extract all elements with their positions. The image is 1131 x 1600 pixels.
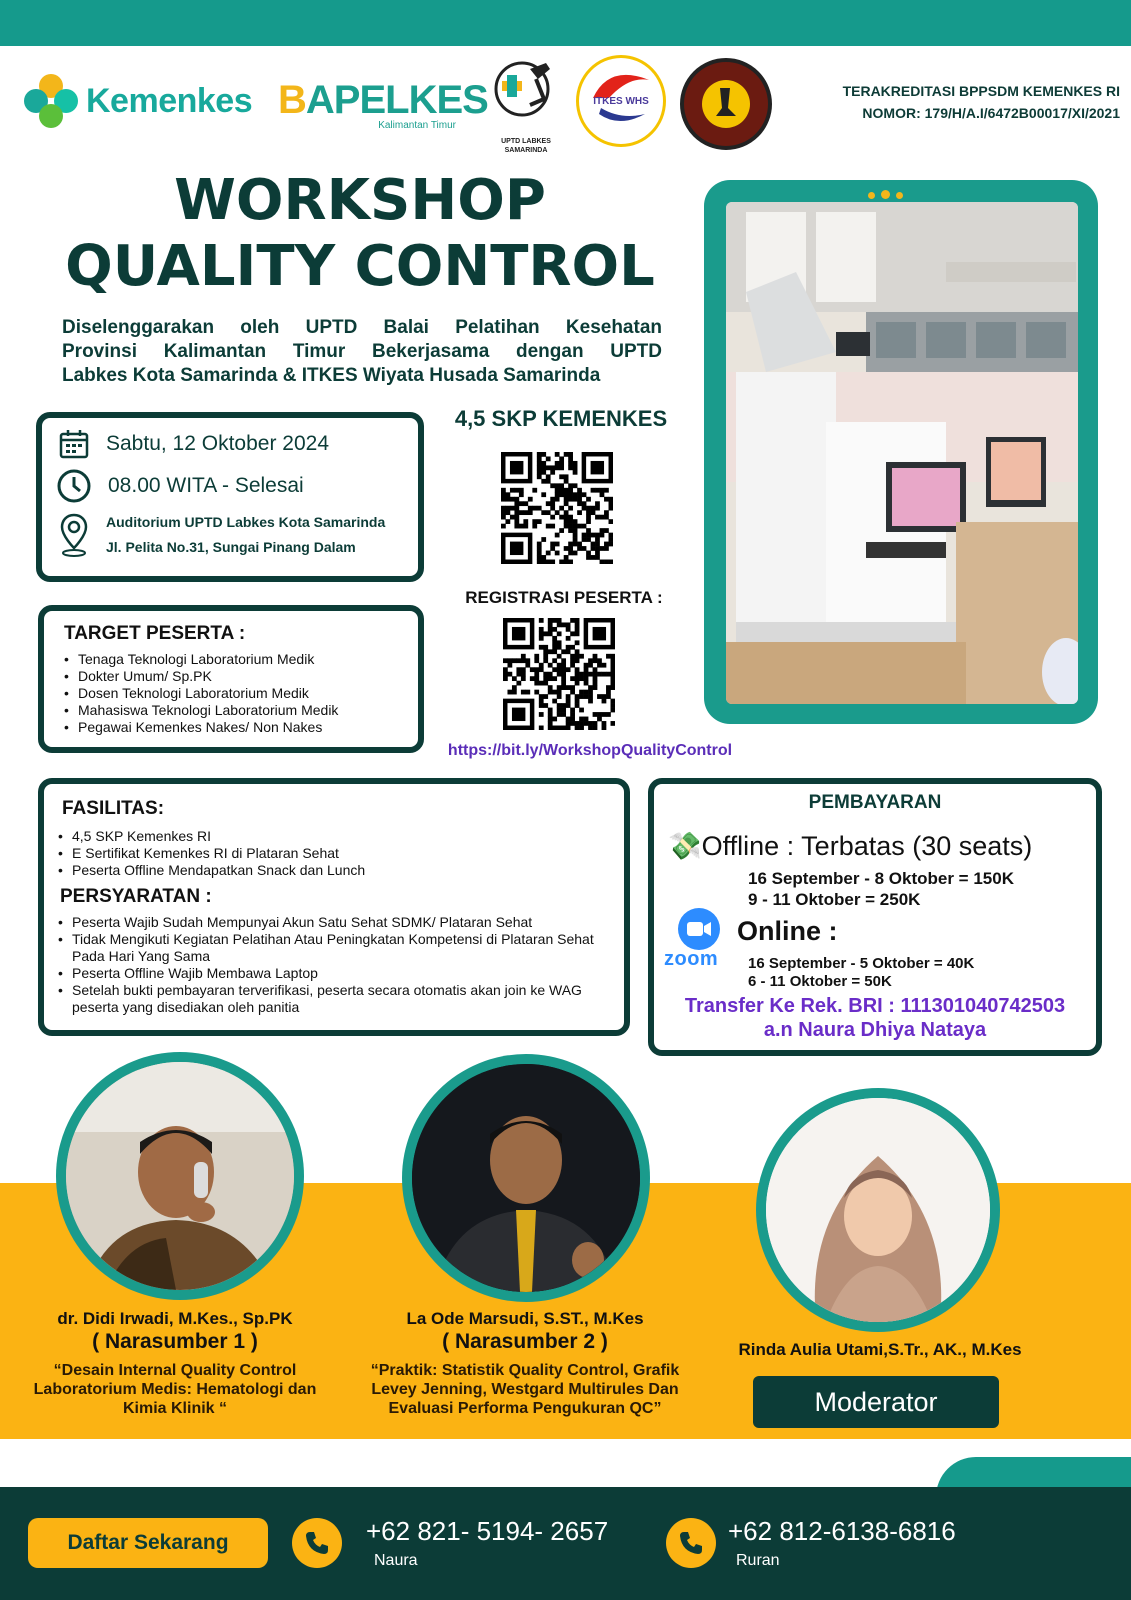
title-line-1: WORKSHOP: [174, 168, 546, 233]
kemenkes-logo-mark: [24, 74, 78, 128]
list-item: • Peserta Offline Mendapatkan Snack dan Lunch: [56, 862, 616, 879]
speaker-2-topic: [355, 1361, 695, 1418]
moderator-photo: [766, 1098, 990, 1322]
lab-photo-image: [726, 202, 1078, 704]
facilities-heading: FASILITAS:: [62, 798, 165, 819]
event-time-row: [56, 468, 304, 504]
photo-frame-dots: [868, 186, 928, 196]
payment-offline: 💸Offline : Terbatas (30 seats): [668, 831, 1033, 861]
accreditation-line-2: NOMOR: 179/H/A.I/6472B00017/XI/2021: [862, 105, 1120, 121]
list-item: • Mahasiswa Teknologi Laboratorium Medik: [62, 702, 412, 719]
speaker-2-role: ( Narasumber 2 ): [442, 1330, 608, 1353]
speaker-2-topic-line: Evaluasi Performa Pengukuran QC”: [388, 1400, 662, 1417]
registration-qr-code[interactable]: [503, 618, 615, 730]
page-title: [40, 168, 680, 300]
list-item: • Setelah bukti pembayaran terverifikasi, peserta secara otomatis akan join ke WAG peserta yang disediakan oleh panitia: [56, 982, 622, 1016]
speaker-1-name: dr. Didi Irwadi, M.Kes., Sp.PK: [57, 1309, 293, 1328]
clock-icon: [56, 468, 92, 504]
online-price-1: 16 September - 5 Oktober = 40K: [748, 955, 975, 972]
list-item: • Dokter Umum/ Sp.PK: [62, 668, 412, 685]
organizer-line-2: Provinsi Kalimantan Timur Bekerjasama dengan UPTD: [62, 341, 662, 362]
list-item: • Peserta Offline Wajib Membawa Laptop: [56, 965, 622, 982]
kemenkes-logo-text: Kemenkes: [86, 81, 253, 120]
labkes-logo-caption: UPTD LABKES SAMARINDA: [501, 138, 551, 154]
contact-name-2: Ruran: [736, 1552, 780, 1569]
bapelkes-logo-sub: Kalimantan Timur: [378, 120, 456, 131]
moderator-name: Rinda Aulia Utami,S.Tr., AK., M.Kes: [738, 1340, 1022, 1359]
event-info-box: [36, 412, 424, 582]
list-item: • E Sertifikat Kemenkes RI di Plataran Sehat: [56, 845, 616, 862]
title-line-2: QUALITY CONTROL: [65, 234, 655, 299]
target-participants-box: [38, 605, 424, 753]
facilities-list: [56, 828, 616, 879]
event-date: Sabtu, 12 Oktober 2024: [106, 432, 329, 455]
organizer-line-3: Labkes Kota Samarinda & ITKES Wiyata Husada Samarinda: [62, 365, 601, 386]
payment-online: Online :: [737, 916, 838, 946]
speaker-1-topic-line: “Desain Internal Quality Control: [53, 1362, 297, 1379]
calendar-icon: [56, 426, 92, 462]
list-item: • Peserta Wajib Sudah Mempunyai Akun Satu Sehat SDMK/ Plataran Sehat: [56, 914, 622, 931]
zoom-label: zoom: [664, 948, 719, 970]
skp-title: 4,5 SKP KEMENKES: [454, 406, 668, 431]
facilities-box: [38, 778, 630, 1036]
offline-price-2: 9 - 11 Oktober = 250K: [748, 890, 921, 909]
list-item: • 4,5 SKP Kemenkes RI: [56, 828, 616, 845]
qr-pattern: [501, 452, 613, 564]
accreditation-text: [780, 80, 1120, 124]
organizer-line-1: Diselenggarakan oleh UPTD Balai Pelatihan Kesehatan: [62, 317, 662, 338]
phone-icon[interactable]: [666, 1518, 716, 1568]
bapelkes-logo-prefix: B: [278, 78, 306, 122]
payment-heading: PEMBAYARAN: [808, 792, 942, 813]
speaker-1-topic: [10, 1361, 340, 1418]
contact-phone-1[interactable]: +62 821- 5194- 2657: [366, 1516, 609, 1546]
itkes-logo: [576, 55, 666, 147]
register-now-button[interactable]: Daftar Sekarang: [28, 1518, 268, 1568]
transfer-account: Transfer Ke Rek. BRI : 111301040742503: [684, 995, 1066, 1017]
offline-price-1: 16 September - 8 Oktober = 150K: [748, 869, 1014, 888]
speaker-1-role: ( Narasumber 1 ): [92, 1330, 258, 1353]
transfer-account-name: a.n Naura Dhiya Nataya: [763, 1019, 987, 1041]
list-item: • Pegawai Kemenkes Nakes/ Non Nakes: [62, 719, 412, 736]
speaker-1-photo: [66, 1062, 294, 1290]
top-strip: [0, 0, 1131, 46]
registration-title: REGISTRASI PESERTA :: [465, 588, 663, 607]
transfer-info: [648, 994, 1102, 1042]
online-price-2: 6 - 11 Oktober = 50K: [748, 973, 892, 990]
bapelkes-logo: [278, 78, 488, 140]
requirements-list: [56, 914, 622, 1016]
target-list: [62, 651, 412, 736]
phone-icon[interactable]: [292, 1518, 342, 1568]
list-item: • Tenaga Teknologi Laboratorium Medik: [62, 651, 412, 668]
requirements-heading: PERSYARATAN :: [60, 886, 212, 907]
target-heading: TARGET PESERTA :: [64, 623, 246, 644]
registration-link[interactable]: https://bit.ly/WorkshopQualityControl: [447, 742, 733, 759]
contact-name-1: Naura: [374, 1552, 418, 1569]
microscope-icon: [490, 55, 562, 127]
hmj-logo: [680, 58, 772, 150]
speaker-2-topic-line: Levey Jenning, Westgard Multirules Dan: [371, 1381, 679, 1398]
list-item: • Dosen Teknologi Laboratorium Medik: [62, 685, 412, 702]
event-address: Jl. Pelita No.31, Sungai Pinang Dalam: [106, 539, 356, 555]
qr-pattern: [503, 618, 615, 730]
event-time: 08.00 WITA - Selesai: [108, 474, 304, 497]
event-date-row: [56, 426, 329, 462]
hmj-microscope-icon: [696, 74, 756, 134]
speaker-2-topic-line: “Praktik: Statistik Quality Control, Grafik: [370, 1362, 680, 1379]
location-pin-icon: [56, 511, 92, 559]
speaker-2-name: La Ode Marsudi, S.ST., M.Kes: [406, 1309, 644, 1328]
zoom-icon: [678, 908, 720, 950]
speaker-1-topic-line: Kimia Klinik “: [122, 1400, 228, 1417]
organizer-text: [62, 316, 662, 388]
event-location-row: [56, 510, 385, 560]
labkes-logo: [490, 55, 562, 155]
event-venue: Auditorium UPTD Labkes Kota Samarinda: [106, 514, 386, 530]
speaker-2-photo: [412, 1064, 640, 1292]
lab-photo: [726, 202, 1078, 704]
moderator-label: Moderator: [753, 1376, 999, 1428]
kemenkes-logo: [24, 70, 252, 132]
list-item: • Tidak Mengikuti Kegiatan Pelatihan Atau Peningkatan Kompetensi di Plataran Sehat Pada Hari Yang Sama: [56, 931, 622, 965]
bapelkes-logo-text: APELKES: [305, 78, 488, 122]
itkes-logo-text: ITKES WHS: [593, 95, 649, 107]
accreditation-line-1: TERAKREDITASI BPPSDM KEMENKES RI: [842, 83, 1120, 99]
contact-phone-2[interactable]: +62 812-6138-6816: [728, 1516, 956, 1546]
skp-qr-code[interactable]: [501, 452, 613, 564]
speaker-1-topic-line: Laboratorium Medis: Hematologi dan: [33, 1381, 317, 1398]
